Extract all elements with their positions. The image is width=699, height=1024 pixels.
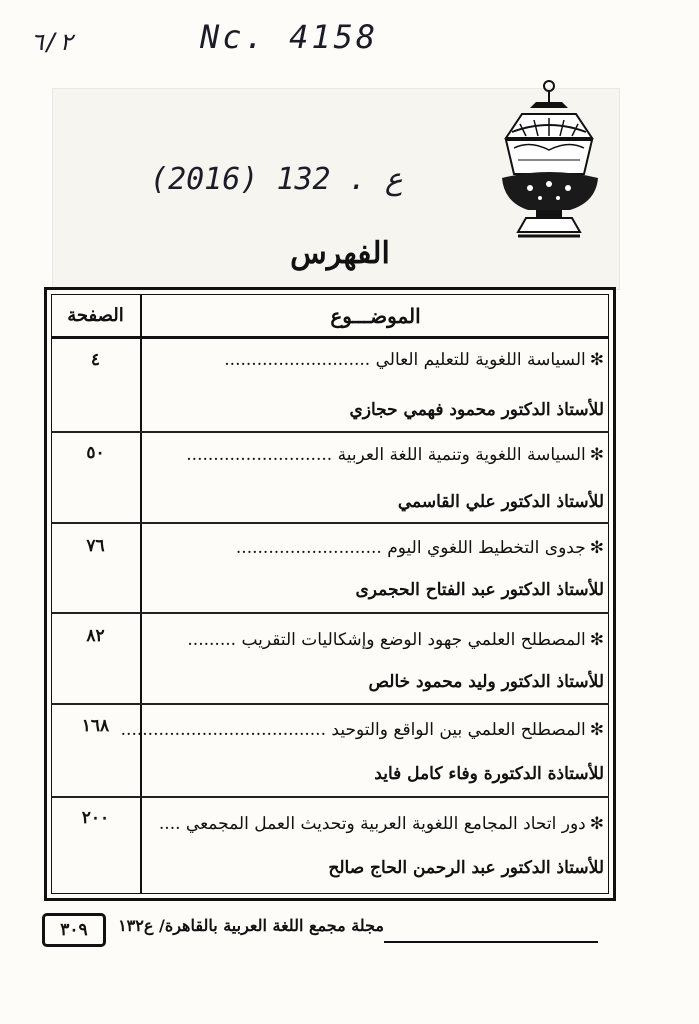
header-page: الصفحة bbox=[67, 305, 124, 326]
page-number-box: ٣٠٩ bbox=[42, 913, 106, 947]
handwritten-shelfmark: Nc. 4158 bbox=[200, 18, 379, 56]
header-topic: الموضـــوع bbox=[330, 304, 421, 328]
toc-entry-page: ٢٠٠ bbox=[81, 808, 110, 828]
row-separator bbox=[51, 796, 609, 798]
toc-entry-author: للأستاذة الدكتورة وفاء كامل فايد bbox=[374, 764, 604, 784]
toc-entry-title: ✻دور اتحاد المجامع اللغوية العربية وتحديث العمل المجمعي .... bbox=[158, 814, 604, 834]
toc-entry-title: ✻السياسة اللغوية للتعليم العالي ........................... bbox=[224, 350, 604, 370]
toc-entry-page: ١٦٨ bbox=[81, 716, 110, 736]
journal-name: مجلة مجمع اللغة العربية بالقاهرة/ ع١٣٢ bbox=[118, 916, 384, 935]
asterisk-icon: ✻ bbox=[589, 445, 604, 465]
row-separator bbox=[51, 431, 609, 433]
toc-entry-author: للأستاذ الدكتور وليد محمود خالص bbox=[368, 672, 604, 692]
asterisk-icon: ✻ bbox=[589, 630, 604, 650]
toc-entry-page: ٤ bbox=[90, 350, 101, 370]
toc-entry-title: ✻المصطلح العلمي جهود الوضع وإشكاليات التقريب ......... bbox=[187, 630, 604, 650]
handwritten-reference: ع . 132 (2016) bbox=[150, 162, 403, 197]
asterisk-icon: ✻ bbox=[589, 350, 604, 370]
column-divider bbox=[140, 294, 142, 894]
row-separator bbox=[51, 703, 609, 705]
row-separator bbox=[51, 522, 609, 524]
asterisk-icon: ✻ bbox=[589, 720, 604, 740]
asterisk-icon: ✻ bbox=[589, 538, 604, 558]
toc-entry-title: ✻جدوى التخطيط اللغوي اليوم ........................... bbox=[235, 538, 604, 558]
toc-entry-page: ٥٠ bbox=[86, 443, 105, 463]
toc-entry-page: ٨٢ bbox=[86, 626, 105, 646]
toc-entry-author: للأستاذ الدكتور عبد الفتاح الحجمرى bbox=[355, 580, 604, 600]
toc-entry-page: ٧٦ bbox=[86, 536, 105, 556]
toc-entry-title: ✻المصطلح العلمي بين الواقع والتوحيد ...................................... bbox=[120, 720, 604, 740]
asterisk-icon: ✻ bbox=[589, 814, 604, 834]
toc-entry-author: للأستاذ الدكتور عبد الرحمن الحاج صالح bbox=[328, 858, 604, 878]
lantern-logo-icon bbox=[500, 78, 608, 240]
toc-entry-title: ✻السياسة اللغوية وتنمية اللغة العربية ........................... bbox=[186, 445, 604, 465]
page-title: الفهرس bbox=[290, 236, 390, 271]
footer-rule bbox=[384, 941, 598, 943]
handwritten-folio: ٦/٢ bbox=[30, 28, 74, 56]
row-separator bbox=[51, 612, 609, 614]
toc-entry-author: للأستاذ الدكتور علي القاسمي bbox=[397, 492, 604, 512]
header-separator bbox=[51, 336, 609, 339]
toc-entry-author: للأستاذ الدكتور محمود فهمي حجازي bbox=[349, 400, 604, 420]
